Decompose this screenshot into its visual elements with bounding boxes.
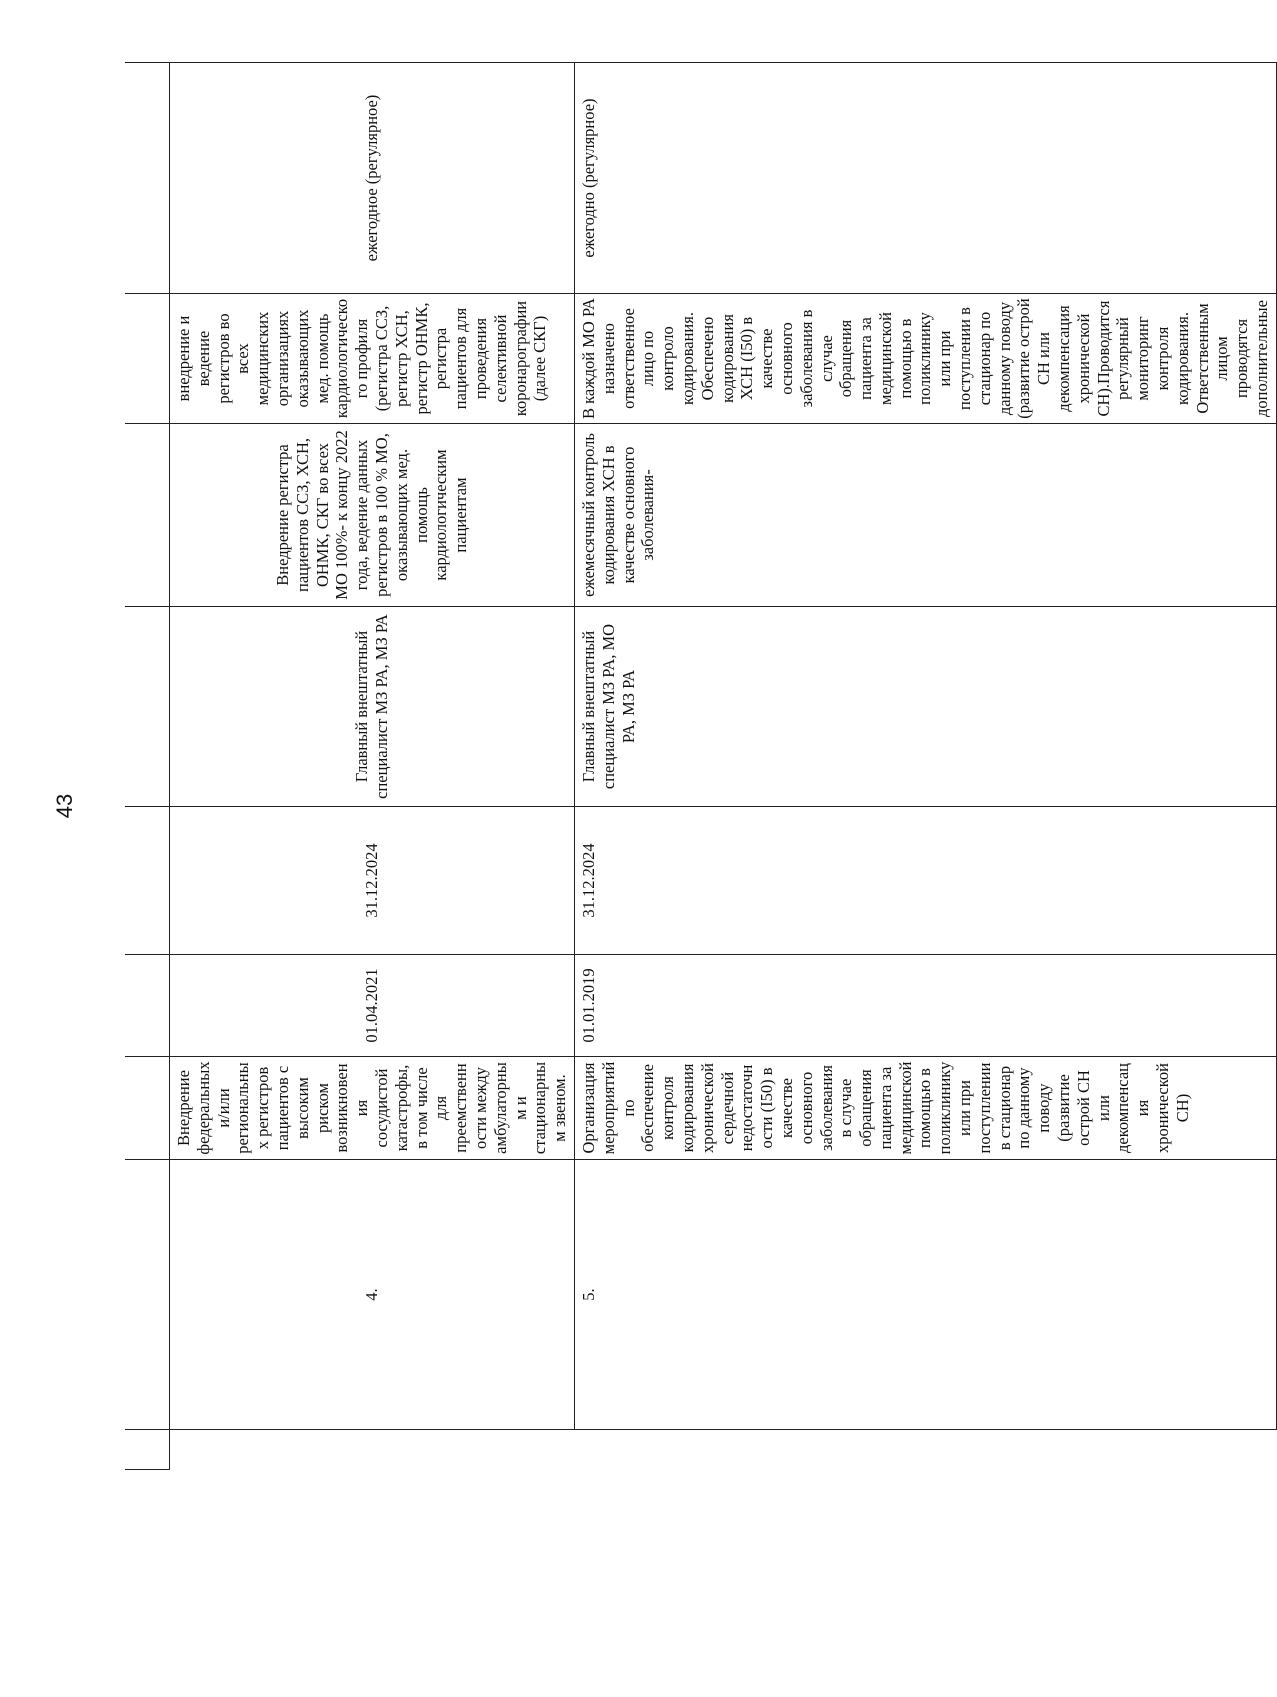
table-header-stub bbox=[125, 63, 170, 1470]
end-date-cell: 31.12.2024 bbox=[170, 807, 575, 955]
responsible-cell: Главный внештатный специалист МЗ РА, МО РА, МЗ РА bbox=[574, 607, 1276, 807]
action-plan-table bbox=[125, 62, 1277, 1470]
page-number: 43 bbox=[52, 793, 77, 819]
indicator-cell: Внедрение регистра пациентов ССЗ, ХСН, ОНМК, СКГ во всех МО 100%- к концу 2022 года, ведение данных регистров в 100 % МО, оказывающих мед. помощь кардиологическим пациентам bbox=[170, 424, 575, 607]
indicator-cell: ежемесячный контроль кодирования ХСН в качестве основного заболевания- bbox=[574, 424, 1276, 607]
end-date-cell: 31.12.2024 bbox=[574, 807, 1276, 955]
start-date-cell: 01.01.2019 bbox=[574, 955, 1276, 1057]
activity-cell: Организация мероприятий по обеспечение контроля кодирования хронической сердечной недостаточности (I50) в качестве основного заболевания в случае обращения пациента за медицинской помощью в поликлинику или при поступлении в стационар по данному поводу (развитие острой СН или декомпенсация хронической СН) bbox=[574, 1057, 1276, 1160]
periodicity-cell: ежегодное (регулярное) bbox=[170, 63, 575, 294]
row-number: 5. bbox=[574, 1160, 1276, 1430]
periodicity-cell: ежегодно (регулярное) bbox=[574, 63, 1276, 294]
row-number: 4. bbox=[170, 1160, 575, 1430]
start-date-cell: 01.04.2021 bbox=[170, 955, 575, 1057]
result-cell: В каждой МО РА назначено ответственное лицо по контроло кодирования. Обеспечено кодирования ХСН (I50) в качестве основного заболевания в случае обращения пациента за медицинской помощью в поликлинику или при поступлении в стационар по данному поводу (развитие острой СН или декомпенсация хронической СН).Проводится регулярный мониторинг контроля кодирования. Ответственным лицом проводятся дополнительные bbox=[574, 294, 1276, 424]
responsible-cell: Главный внештатный специалист МЗ РА, МЗ РА bbox=[170, 607, 575, 807]
rotated-landscape-sheet bbox=[125, 63, 1272, 1470]
result-cell: внедрение и ведение регистров во всех медицинских организациях оказывающих мед. помощь кардиологического профиля (регистра ССЗ, регистр ХСН, регистр ОНМК, регистра пациентов для проведения селективной коронарографии (далее СКГ) bbox=[170, 294, 575, 424]
activity-cell: Внедрение федеральных и/или региональных регистров пациентов с высоким риском возникновения сосудистой катастрофы, в том числе для преемственности между амбулаторным и стационарным звеном. bbox=[170, 1057, 575, 1160]
table-row bbox=[170, 63, 575, 1470]
table-row bbox=[574, 63, 1276, 1470]
